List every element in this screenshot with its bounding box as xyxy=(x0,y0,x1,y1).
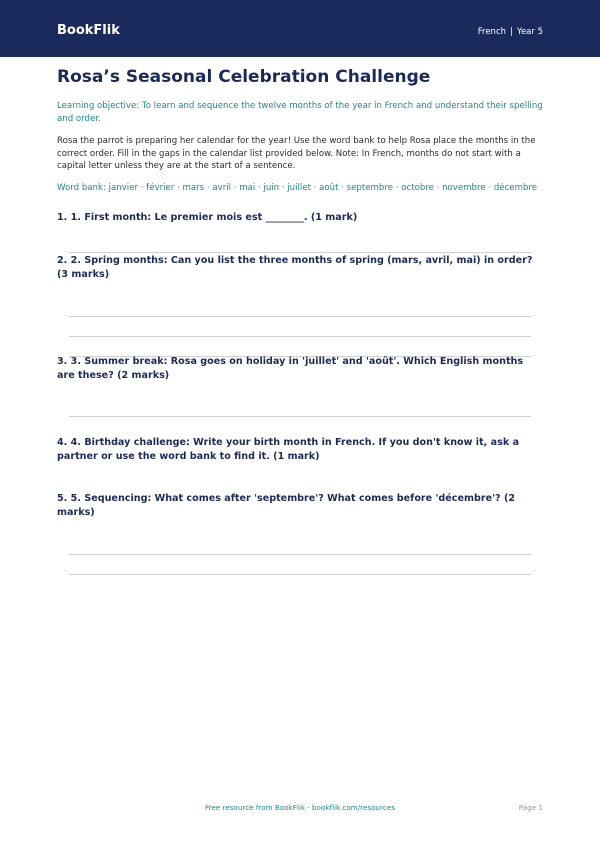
question-5: 5. 5. Sequencing: What comes after 'septembre'? What comes before 'décembre'? (2 marks) xyxy=(57,493,516,518)
brand-logo-text[interactable]: BookFlik xyxy=(57,23,120,38)
subject-year-label: French | Year 5 xyxy=(477,27,543,37)
question-separator-line xyxy=(69,252,531,253)
intro-text: Rosa the parrot is preparing her calendar for the year! Use the word bank to help Rosa place the months in the correct order. Fill in the gaps in the calendar list provided below. Note: In French, months do not start with a capital letter unless they are at the start of a sentence. xyxy=(57,136,536,171)
page-number: Page 1 xyxy=(518,803,543,812)
answer-line[interactable] xyxy=(69,336,531,337)
word-bank: Word bank: janvier · février · mars · avril · mai · juin · juillet · août · septembre · octobre · novembre · décembre xyxy=(57,182,538,193)
question-2: 2. 2. Spring months: Can you list the three months of spring (mars, avril, mai) in order? (3 marks) xyxy=(57,255,533,280)
question-1: 1. 1. First month: Le premier mois est ________. (1 mark) xyxy=(57,212,358,223)
answer-line[interactable] xyxy=(69,574,531,575)
footer-credit-link[interactable]: Free resource from BookFlik · bookflik.com/resources xyxy=(204,803,396,812)
question-3: 3. 3. Summer break: Rosa goes on holiday in 'juillet' and 'août'. Which English months are these? (2 marks) xyxy=(57,356,524,381)
answer-line[interactable] xyxy=(69,554,531,555)
worksheet-title: Rosa’s Seasonal Celebration Challenge xyxy=(57,67,431,87)
year-label: Year 5 xyxy=(516,27,543,37)
worksheet-content xyxy=(57,57,543,575)
answer-line[interactable] xyxy=(69,416,531,417)
subject-label: French xyxy=(477,27,507,37)
learning-objective: Learning objective: To learn and sequence the twelve months of the year in French and understand their spelling and order. xyxy=(57,101,543,124)
question-4: 4. 4. Birthday challenge: Write your birth month in French. If you don't know it, ask a partner or use the word bank to find it. (1 mark) xyxy=(57,437,520,462)
answer-line[interactable] xyxy=(69,316,531,317)
header-bar xyxy=(0,0,600,57)
